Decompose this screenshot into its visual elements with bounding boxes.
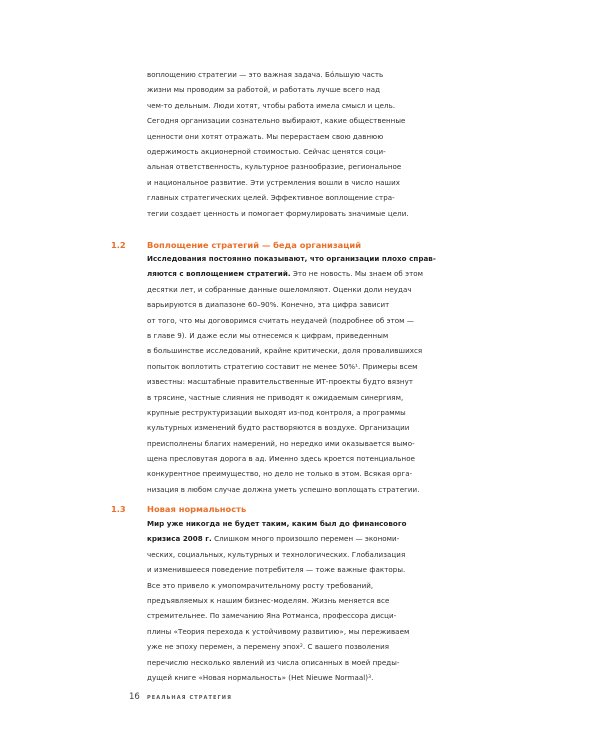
- text-segment: уже не эпоху перемен, а перемену эпох: [147, 642, 300, 652]
- text-line: и национальное развитие. Эти устремления вошли в число наших: [147, 177, 400, 187]
- section-body-1-3: [147, 516, 467, 685]
- text-line: предъявляемых к нашим бизнес-моделям. Жизнь меняется все: [147, 595, 390, 605]
- text-line: чем-то дельным. Люди хотят, чтобы работа имела смысл и цель.: [147, 100, 396, 110]
- text-line: одержимость акционерной стоимостью. Сейчас ценятся соци-: [147, 146, 386, 156]
- section-title-1-3: Новая нормальность: [147, 504, 247, 514]
- lead-bold: кризиса 2008 г.: [147, 534, 212, 544]
- lead-bold: Исследования постоянно показывают, что организации плохо справ-: [147, 254, 436, 263]
- text-line: попыток воплотить стратегию составит не менее 50%¹. Примеры всем: [147, 361, 418, 371]
- lead-rest: Это не новость. Мы знаем об этом: [290, 269, 424, 279]
- text-line: Сегодня организации сознательно выбирают, какие общественные: [147, 116, 406, 126]
- text-line: преисполнены благих намерений, но нередко ими оказывается вымо-: [147, 438, 415, 448]
- running-title: РЕАЛЬНАЯ СТРАТЕГИЯ: [147, 695, 233, 701]
- text-line: конкурентное преимущество, но дело не только в этом. Всякая орга-: [147, 469, 413, 479]
- section-number-1-3: 1.3: [111, 504, 126, 514]
- paragraph-top: [147, 67, 467, 221]
- text-line: главных стратегических целей. Эффективное воплощение стра-: [147, 193, 395, 203]
- text-line: [147, 670, 467, 685]
- text-line: варьируются в диапазоне 60–90%. Конечно, эта цифра зависит: [147, 300, 390, 310]
- text-line: в трясине, частные слияния не приводят к ожидаемым синергиям,: [147, 392, 404, 402]
- page-number: 16: [129, 692, 140, 702]
- lead-bold: Мир уже никогда не будет таким, каким был до финансового: [147, 519, 407, 528]
- section-number-1-2: 1.2: [111, 240, 126, 250]
- text-line: стремительнее. По замечанию Яна Ротманса, профессора дисци-: [147, 611, 397, 621]
- text-line: ценности они хотят отражать. Мы перерастаем свою давнюю: [147, 131, 384, 141]
- text-line: известны: масштабные правительственные ИТ-проекты будто вязнут: [147, 377, 414, 387]
- text-line: жизни мы проводим за работой, и работать лучше всего над: [147, 85, 381, 95]
- text-line: [147, 639, 467, 654]
- text-segment: .: [371, 672, 374, 682]
- text-line: Все это привело к умопомрачительному росту требований,: [147, 580, 374, 590]
- text-line: тегии создает ценность и помогает формулировать значимые цели.: [147, 208, 409, 218]
- footnote-marker: 2: [299, 643, 303, 649]
- text-line: культурных изменений будто растворяются в воздухе. Организации: [147, 423, 410, 433]
- text-line: низация в любом случае должна уметь успешно воплощать стратегии.: [147, 484, 420, 494]
- text-segment: . С вашего позволения: [302, 642, 390, 652]
- text-line: и изменившееся поведение потребителя — тоже важные факторы.: [147, 565, 406, 575]
- lead-line: [147, 251, 467, 266]
- lead-bold: ляются с воплощением стратегий.: [147, 269, 291, 279]
- text-line: от того, что мы договоримся считать неудачей (подробнее об этом —: [147, 315, 415, 325]
- lead-line: [147, 516, 467, 531]
- text-segment: дущей книге «Новая нормальность» (Het Nieuwe Normaal): [147, 672, 369, 682]
- section-body-1-2: [147, 251, 467, 497]
- text-line: крупные реструктуризации выходят из-под контроля, а программы: [147, 407, 406, 417]
- text-line: в большинстве исследований, крайне критически, доля провалившихся: [147, 346, 423, 356]
- footnote-marker: 3: [368, 674, 372, 680]
- text-line: ческих, социальных, культурных и технологических. Глобализация: [147, 549, 406, 559]
- lead-rest: Слишком много произошло перемен — экономи-: [211, 534, 400, 544]
- text-line: в главе 9). И даже если мы отнесемся к цифрам, приведенным: [147, 330, 389, 340]
- text-line: воплощению стратегии — это важная задача. Бóльшую часть: [147, 70, 384, 79]
- text-line: альная ответственность, культурное разнообразие, региональное: [147, 162, 402, 172]
- lead-line: [147, 266, 467, 281]
- text-line: десятки лет, и собранные данные ошеломляют. Оценки доли неудач: [147, 284, 412, 294]
- text-line: щена пресловутая дорога в ад. Именно здесь кроется потенциальное: [147, 454, 416, 464]
- text-line: плины «Теория перехода к устойчивому развитию», мы переживаем: [147, 626, 410, 636]
- section-title-1-2: Воплощение стратегий — беда организаций: [147, 240, 362, 250]
- lead-line: [147, 531, 467, 546]
- text-line: перечислю несколько явлений из числа описанных в моей преды-: [147, 657, 400, 667]
